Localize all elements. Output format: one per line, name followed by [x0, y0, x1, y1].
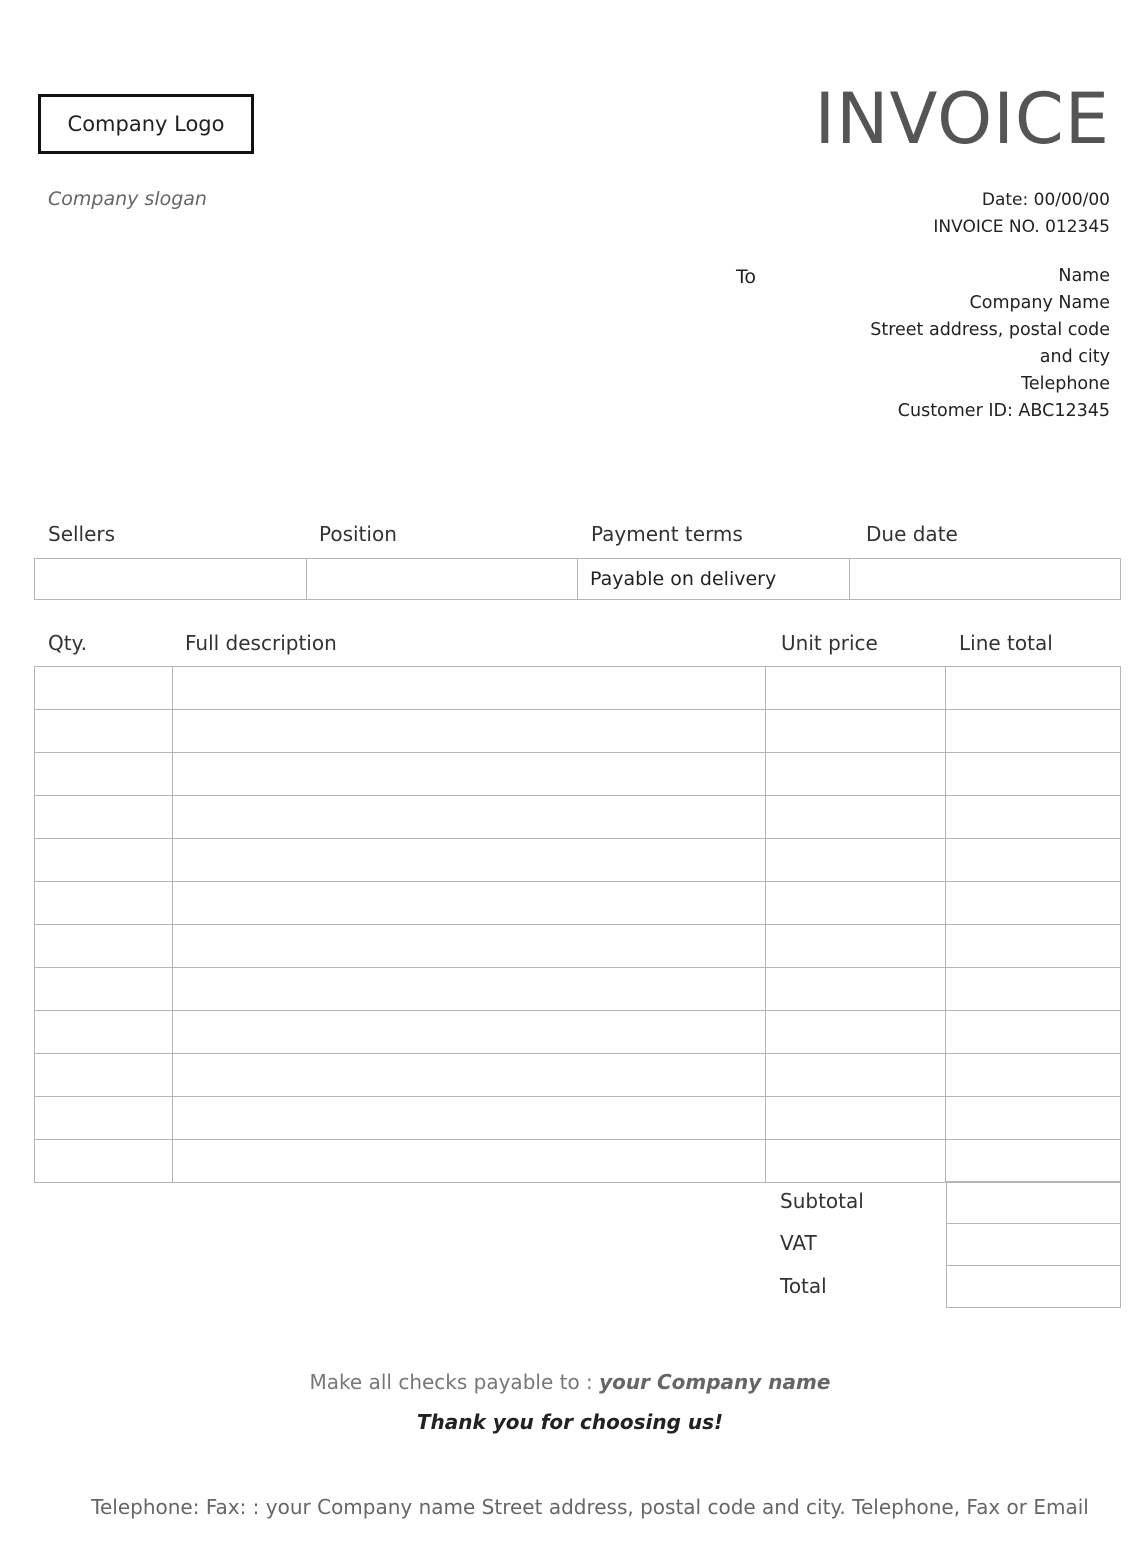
unit-price-cell[interactable] [766, 882, 946, 925]
qty-cell[interactable] [35, 1011, 173, 1054]
payment-terms-header: Payment terms [591, 522, 743, 546]
description-cell[interactable] [172, 882, 765, 925]
to-label: To [736, 266, 757, 288]
description-cell[interactable] [172, 1054, 765, 1097]
sellers-header: Sellers [48, 522, 116, 546]
description-cell[interactable] [172, 1140, 765, 1183]
unit-price-cell[interactable] [766, 753, 946, 796]
line-total-cell[interactable] [946, 1011, 1121, 1054]
due-date-cell[interactable] [849, 559, 1121, 600]
qty-cell[interactable] [35, 925, 173, 968]
unit-price-cell[interactable] [766, 1140, 946, 1183]
thank-you-line: Thank you for choosing us! [416, 1410, 724, 1434]
checks-payable-line [0, 1370, 1140, 1394]
company-logo [38, 94, 254, 154]
qty-cell[interactable] [35, 1140, 173, 1183]
table-row [35, 1140, 1121, 1183]
qty-cell[interactable] [35, 882, 173, 925]
checks-company: your Company name [599, 1370, 831, 1394]
line-total-cell[interactable] [946, 882, 1121, 925]
unit-price-header: Unit price [781, 631, 878, 655]
invoice-number: INVOICE NO. 012345 [933, 217, 1110, 237]
due-date-header: Due date [866, 522, 958, 546]
table-row [35, 839, 1121, 882]
line-total-cell[interactable] [946, 968, 1121, 1011]
line-total-header: Line total [959, 631, 1053, 655]
unit-price-cell[interactable] [766, 1097, 946, 1140]
table-row [35, 710, 1121, 753]
description-cell[interactable] [172, 839, 765, 882]
unit-price-cell[interactable] [766, 667, 946, 710]
line-total-cell[interactable] [946, 925, 1121, 968]
unit-price-cell[interactable] [766, 925, 946, 968]
company-slogan: Company slogan [48, 188, 207, 210]
invoice-date: Date: 00/00/00 [981, 190, 1110, 210]
line-items-table [34, 666, 1121, 1183]
line-total-cell[interactable] [946, 839, 1121, 882]
customer-company: Company Name [969, 293, 1110, 313]
terms-table [34, 558, 1121, 600]
line-total-cell[interactable] [946, 796, 1121, 839]
qty-cell[interactable] [35, 667, 173, 710]
description-cell[interactable] [172, 1011, 765, 1054]
description-cell[interactable] [172, 753, 765, 796]
description-cell[interactable] [172, 1097, 765, 1140]
qty-cell[interactable] [35, 968, 173, 1011]
table-row [35, 796, 1121, 839]
line-total-cell[interactable] [946, 1140, 1121, 1183]
terms-row [35, 559, 1121, 600]
table-row [35, 667, 1121, 710]
customer-name: Name [1058, 266, 1110, 286]
table-row [35, 882, 1121, 925]
line-total-cell[interactable] [946, 1097, 1121, 1140]
line-total-cell[interactable] [946, 1054, 1121, 1097]
qty-header: Qty. [48, 631, 87, 655]
description-header: Full description [185, 631, 337, 655]
unit-price-cell[interactable] [766, 710, 946, 753]
qty-cell[interactable] [35, 839, 173, 882]
subtotal-label: Subtotal [780, 1189, 864, 1213]
invoice-title: INVOICE [814, 78, 1110, 160]
table-row [35, 968, 1121, 1011]
qty-cell[interactable] [35, 796, 173, 839]
subtotal-cell[interactable] [947, 1182, 1121, 1224]
line-total-cell[interactable] [946, 710, 1121, 753]
unit-price-cell[interactable] [766, 968, 946, 1011]
position-cell[interactable] [306, 559, 578, 600]
payment-terms-cell[interactable]: Payable on delivery [578, 559, 850, 600]
qty-cell[interactable] [35, 710, 173, 753]
table-row [35, 925, 1121, 968]
qty-cell[interactable] [35, 1054, 173, 1097]
table-row [35, 1011, 1121, 1054]
total-label: Total [780, 1274, 827, 1298]
table-row [35, 1097, 1121, 1140]
sellers-cell[interactable] [35, 559, 307, 600]
table-row [35, 1054, 1121, 1097]
description-cell[interactable] [172, 710, 765, 753]
contact-line: Telephone: Fax: : your Company name Street address, postal code and city. Telephone, Fax or Email [91, 1495, 1089, 1519]
description-cell[interactable] [172, 796, 765, 839]
totals-table [946, 1181, 1121, 1308]
unit-price-cell[interactable] [766, 1011, 946, 1054]
description-cell[interactable] [172, 968, 765, 1011]
customer-street: Street address, postal code [870, 320, 1110, 340]
line-total-cell[interactable] [946, 753, 1121, 796]
unit-price-cell[interactable] [766, 839, 946, 882]
description-cell[interactable] [172, 667, 765, 710]
vat-cell[interactable] [947, 1224, 1121, 1266]
unit-price-cell[interactable] [766, 1054, 946, 1097]
customer-city: and city [1039, 347, 1110, 367]
line-total-cell[interactable] [946, 667, 1121, 710]
table-row [35, 753, 1121, 796]
bill-to-block [870, 263, 1110, 425]
unit-price-cell[interactable] [766, 796, 946, 839]
vat-label: VAT [780, 1231, 817, 1255]
checks-prefix: Make all checks payable to : [309, 1370, 600, 1394]
description-cell[interactable] [172, 925, 765, 968]
company-logo-text: Company Logo [67, 112, 225, 136]
position-header: Position [319, 522, 397, 546]
qty-cell[interactable] [35, 753, 173, 796]
customer-telephone: Telephone [1021, 374, 1110, 394]
customer-id: Customer ID: ABC12345 [897, 401, 1110, 421]
total-cell[interactable] [947, 1266, 1121, 1308]
qty-cell[interactable] [35, 1097, 173, 1140]
